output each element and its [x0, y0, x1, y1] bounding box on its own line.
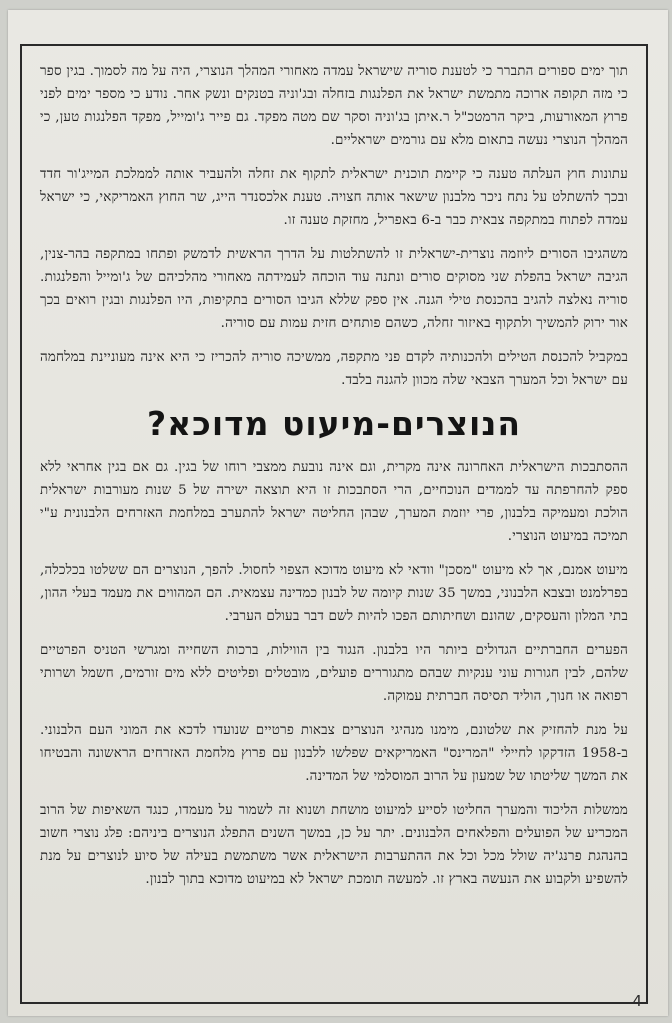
article-frame	[20, 44, 648, 1004]
page-number: 4	[632, 992, 642, 1010]
body-paragraph-4: על מנת להחזיק את שלטונם, מימנו מנהיגי הנוצרים צבאות פרטיים שנועדו לדכא את המוני העם הלבנוני. ב-1958 הזדקקו לחיילי "המרינס" האמריקאים שפלשו ללבנון עם פרוץ מלחמת האזרחים הראשונה והבטיחו את המשך שליטתו של שמעון על הרוב המוסלמי של המדינה.	[40, 723, 628, 784]
page-sheet	[8, 10, 668, 1016]
body-paragraph-3: הפערים החברתיים הגדולים ביותר היו בלבנון. הנגוד בין הווילות, ברכות השחייה ומגרשי הטניס הפרטיים שלהם, לבין חגורות עוני ענקיות שבהם מתגוררים פועלים, מובטלים ופליטים ללא מים זורמים, חשמל ושרותי רפואה או חנוך, הוליד תסיסה חברתית עמוקה.	[40, 643, 628, 704]
intro-paragraph-1: תוך ימים ספורים התברר כי לטענת סוריה שישראל עמדה מאחורי המהלך הנוצרי, היה על מה לסמוך. בגין ספר כי מזה תקופה ארוכה מתמשת ישראל את הפלנגות בזחלה ובג'וניה בטנקים ונשק אחר. נודע כי מספר ימים לפני פרוץ המאורעות, ביקר הרמטכ"ל ר.איתן בג'וניה וסקר שם מטה מפקד. גם פייר ג'ומייל, מפקד הפלנגות טען, כי המהלך הנוצרי נעשה בתאום מלא עם גורמים ישראליים.	[40, 64, 628, 148]
intro-paragraph-3: משהגיבו הסורים ליוזמה נוצרית-ישראלית זו להשתלטות על הדרך הראשית לדמשק ופתחו במתקפה בהר-צנין, הגיבה ישראל בהפלת שני מסוקים סורים ונתנה עוד הוכחה לעמידתה מאחורי מהלכיהם של ג'ומייל והפלנגות. סוריה נאלצה להגיב בהכנסת טילי הגנה. אין ספק שללא הגיבו הסורים בתקיפות, היו הפלנגות ובגין רואים בכך אור ירוק להמשיך ולתקוף באיזור זחלה, כשהם פותחים חזית עמות עם סוריה.	[40, 247, 628, 331]
intro-paragraph-2: עתונות חוץ העלתה טענה כי קיימת תוכנית ישראלית לתקוף את זחלה ולהעביר אותה לממלכת המייג'ור חדד ובכך להשתלט על נתח ניכר מלבנון שישאר אותה חצויה. טענת אלכסנדר הייג, שר החוץ האמריקאי, כי ישראל עמדה לפתוח במתקפה צבאית כבר ב-6 באפריל, מחזקת טענה זו.	[40, 167, 628, 228]
section-headline: הנוצרים-מיעוט מדוכא?	[146, 404, 522, 443]
body-paragraph-2: מיעוט אמנם, אך לא מיעוט "מסכן" וודאי לא מיעוט מדוכא הצפוי לחסול. להפך, הנוצרים הם ששלטו בכלכלה, בפרלמנט ובצבא הלבנוני, במשך 35 שנות קיומה של לבנון כמדינה עצמאית. הם המהווים את מעמד בעלי ההון, בתי המלון והעסקים, שהונם ושחיתותם הפכו להיות לשם דבר בעולם הערבי.	[40, 563, 628, 624]
body-paragraph-5: ממשלות הליכוד והמערך החליטו לסייע למיעוט מושחת ושנוא זה לשמור על מעמדו, כנגד השאיפות של הרוב המכריע של הפועלים והפלאחים הלבנונים. יתר על כן, במשך השנים התפלג הנוצרים ביניהם: פלג נוצרי חשוב בהנהגת פרנג'יה שולל מכל וכל את ההתערבות הישראלית אשר משתמשת בעילה של סיוע לנוצרים על מנת להשפיע ולקבוע את הנעשה בארץ זו. למעשה תומכת ישראל לא במיעוט מדוכא בתוך לבנון.	[40, 803, 628, 887]
intro-paragraph-4: במקביל להכנסת הטילים ולהכנותיה לקדם פני מתקפה, ממשיכה סוריה להכריז כי היא אינה מעוניינת במלחמה עם ישראל וכל המערך הצבאי שלה מכוון להגנה בלבד.	[40, 350, 628, 388]
body-paragraph-1: ההסתבכות הישראלית האחרונה אינה מקרית, וגם אינה נובעת ממצבי רוחו של בגין. גם אם בגין אחראי ללא ספק להחרפתה עד לממדים הנוכחיים, הרי הסתבכות זו היא תוצאה ישירה של 5 שנות מעורבות ישראלית הולכת ומעמיקה בלבנון, פרי יוזמת המערך, שבהן החליטה ישראל להתערב במלחמת האזרחים הלבנונית ע"י תמיכה במיעוט הנוצרי.	[40, 460, 628, 544]
